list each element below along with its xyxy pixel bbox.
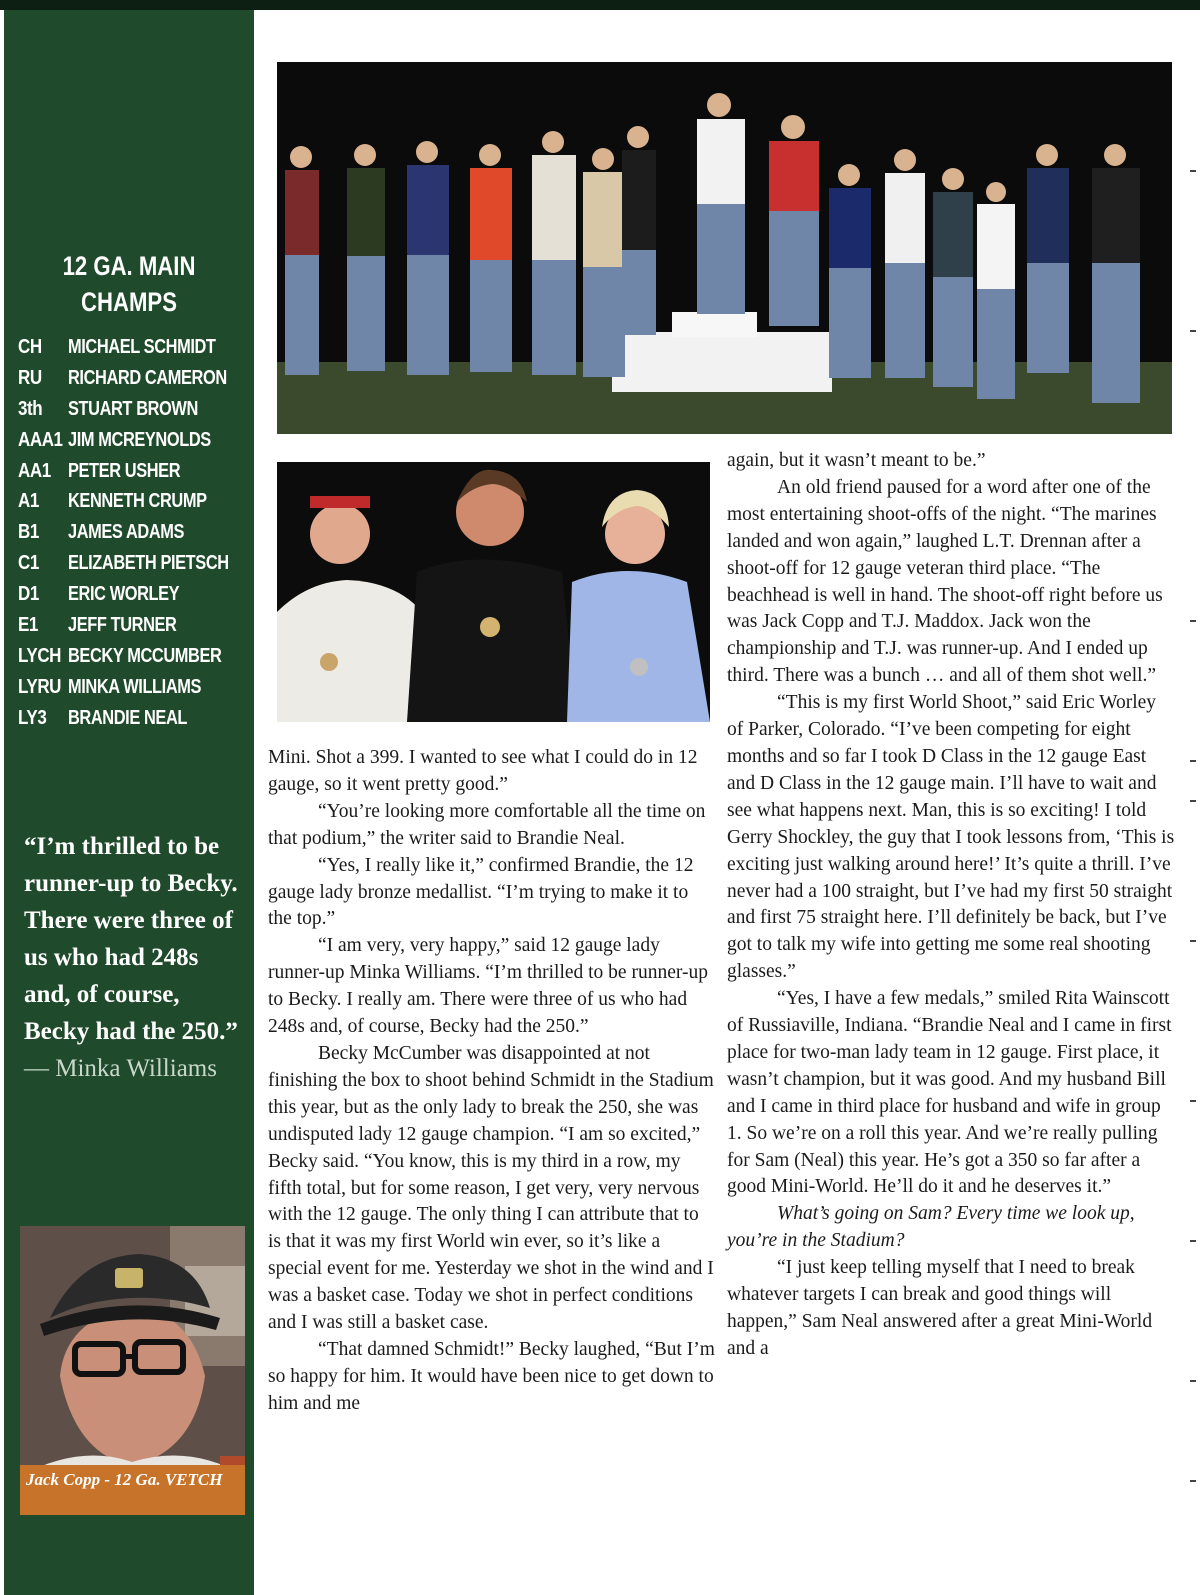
class-code: AA1	[18, 459, 51, 482]
results-row	[18, 486, 258, 517]
results-row	[18, 672, 258, 703]
winner-name: ELIZABETH PIETSCH	[68, 552, 229, 575]
class-code: LYRU	[18, 675, 62, 698]
results-row	[18, 641, 258, 672]
page-edge-marks	[1188, 150, 1200, 1550]
class-code: RU	[18, 366, 42, 389]
article-paragraph: “I am very, very happy,” said 12 gauge lady runner-up Minka Williams. “I’m thrilled to be runner-up to Becky. I really am. There were three of us who had 248s and, of course, Becky had the 250.”	[268, 935, 708, 1038]
pull-quote-text: “I’m thrilled to be runner-up to Becky. There were three of us who had 248s and, of course, Becky had the 250.”	[24, 833, 238, 1045]
article-column-left	[268, 745, 716, 1418]
results-list	[18, 332, 258, 734]
top-rule	[0, 0, 1200, 10]
lady-medalists-photo	[277, 462, 710, 722]
article-paragraph: An old friend paused for a word after one of the most entertaining shoot-offs of the night. “The marines landed and won again,” laughed L.T. Drennan after a shoot-off for 12 gauge veteran third place. “The beachhead is well in hand. The shoot-off right before us was Jack Copp and T.J. Maddox. Jack won the championship and T.J. was runner-up. And I ended up third. There was a bunch … and all of them shot well.”	[727, 476, 1163, 687]
results-row	[18, 332, 258, 363]
class-code: LY3	[18, 706, 47, 729]
results-row	[18, 456, 258, 487]
class-code: AAA1	[18, 428, 63, 451]
winner-name: BECKY MCCUMBER	[68, 644, 222, 667]
class-code: A1	[18, 490, 39, 513]
results-row	[18, 363, 258, 394]
winner-name: STUART BROWN	[68, 397, 198, 420]
portrait-caption: Jack Copp - 12 Ga. VETCH	[20, 1465, 245, 1515]
winner-name: KENNETH CRUMP	[68, 490, 207, 513]
podium-group-photo	[277, 62, 1172, 434]
article-question: What’s going on Sam? Every time we look up, you’re in the Stadium?	[727, 1203, 1135, 1252]
results-row	[18, 703, 258, 734]
article-paragraph: “Yes, I really like it,” confirmed Brandie, the 12 gauge lady bronze medallist. “I’m trying to make it to the top.”	[268, 854, 694, 930]
class-code: E1	[18, 614, 38, 637]
lady-medalists-illustration	[277, 462, 710, 722]
article-paragraph: “You’re looking more comfortable all the time on that podium,” the writer said to Brandie Neal.	[268, 800, 706, 849]
results-row	[18, 394, 258, 425]
article-column-right	[727, 448, 1177, 1363]
class-code: C1	[18, 552, 39, 575]
winner-name: JIM MCREYNOLDS	[68, 428, 211, 451]
winner-name: JAMES ADAMS	[68, 521, 185, 544]
article-paragraph: “That damned Schmidt!” Becky laughed, “But I’m so happy for him. It would have been nice to get down to him and me	[268, 1338, 715, 1414]
class-code: 3th	[18, 397, 43, 420]
results-title: 12 GA. MAIN CHAMPS	[62, 251, 196, 317]
results-row	[18, 517, 258, 548]
class-code: LYCH	[18, 644, 62, 667]
pull-quote-attribution: — Minka Williams	[24, 1055, 217, 1082]
article-paragraph: Mini. Shot a 399. I wanted to see what I could do in 12 gauge, so it went pretty good.”	[268, 747, 698, 795]
class-code: CH	[18, 336, 42, 358]
results-row	[18, 548, 258, 579]
winner-name: MINKA WILLIAMS	[68, 675, 202, 698]
winner-name: JEFF TURNER	[68, 614, 177, 637]
winner-name: BRANDIE NEAL	[68, 706, 188, 729]
article-paragraph: again, but it wasn’t meant to be.”	[727, 450, 986, 471]
winner-name: PETER USHER	[68, 459, 181, 482]
results-row	[18, 425, 258, 456]
podium-photo-illustration	[277, 62, 1172, 434]
article-paragraph: Becky McCumber was disappointed at not finishing the box to shoot behind Schmidt in the Stadium this year, but as the only lady to break the 250, she was undisputed lady 12 gauge champion. “I am so excited,” Becky said. “You know, this is my third in a row, my fifth total, but for some reason, I get very, very nervous with the 12 gauge. The only thing I can attribute that to is that it was my first World win ever, so it’s like a special event for me. Yesterday we shot in the wind and I was a basket case. Today we shot in perfect conditions and I was still a basket case.	[268, 1042, 714, 1334]
class-code: D1	[18, 583, 39, 606]
article-paragraph: “Yes, I have a few medals,” smiled Rita Wainscott of Russiaville, Indiana. “Brandie Neal and I came in first place for two-man lady team in 12 gauge. First place, it wasn’t champion, but it was good. And my husband Bill and I came in third place for husband and wife in group 1. So we’re on a roll this year. And we’re really pulling for Sam (Neal) this year. He’s got a 350 so far after a good Mini-World. He’ll do it and he deserves it.”	[727, 988, 1172, 1198]
article-paragraph: “This is my first World Shoot,” said Eric Worley of Parker, Colorado. “I’ve been competing for eight months and so far I took D Class in the 12 gauge East and D Class in the 12 gauge main. I’ll have to wait and see what happens next. Man, this is so exciting! I told Gerry Shockley, the guy that I took lessons from, ‘This is exciting just walking around here!’ It’s quite a thrill. I’ve never had a 100 straight, but I’ve had my first 50 straight and first 75 straight here. I’ll definitely be back, but I’ve got to talk my wife into getting me some real shooting glasses.”	[727, 692, 1175, 983]
results-row	[18, 610, 258, 641]
winner-name: ERIC WORLEY	[68, 583, 180, 606]
results-row	[18, 579, 258, 610]
pull-quote	[24, 828, 249, 1087]
class-code: B1	[18, 521, 39, 544]
article-paragraph: “I just keep telling myself that I need to break whatever targets I can break and good things will happen,” Sam Neal answered after a great Mini-World and a	[727, 1257, 1153, 1359]
winner-name: RICHARD CAMERON	[68, 366, 227, 389]
winner-name: MICHAEL SCHMIDT	[68, 336, 216, 358]
